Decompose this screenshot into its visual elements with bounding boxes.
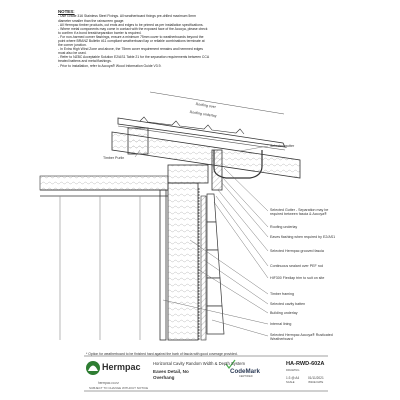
weatherboard: [207, 278, 222, 306]
label-roof-underlay: Roofing underlay: [189, 110, 217, 119]
label-timber-framing: Timber framing: [270, 292, 295, 296]
timber-framing: [168, 183, 198, 340]
label-selected-gutter: Selected gutter: [270, 144, 295, 148]
footnote: * Option for weatherboard to be finished hard against the barb of fascia with good coverage provided.: [86, 352, 238, 356]
codemark-certified: CERTIFIED: [239, 375, 253, 378]
label-eaves-flashing: Eaves flashing when required by E2/AS1: [270, 235, 336, 239]
codemark-text: CodeMark: [230, 368, 260, 375]
weatherboard: [207, 222, 218, 250]
note-line: treated battens and metal flashings.: [58, 59, 112, 64]
label-sealant: Continuous sealant over PEF rod: [270, 264, 323, 268]
grooved-fascia: [212, 150, 222, 190]
note-line: - Refer to NZBC Acceptable Solution E2/AS1 Table 21 for the separation requirements between CCA: [58, 55, 210, 60]
label-weatherboard: Selected Hermpac Accoya® Rusticated Weatherboard: [270, 333, 333, 342]
ceiling-joist: [40, 176, 168, 190]
detail-title-line-1: Eaves Detail, No: [153, 369, 189, 374]
brand-name: Hermpac: [102, 362, 141, 372]
note-line: - Use Grade 316 Stainless Steel Fixings. All weatherboard fixings pre-drilled maximum 5mm: [58, 14, 196, 19]
label-flexilap-trim: HIF300 Flexilap trim to suit on site: [270, 276, 325, 280]
internal-lining: [160, 190, 166, 340]
dimension-line: [150, 92, 284, 114]
weatherboard: [207, 194, 216, 222]
website-link[interactable]: hermpac.co.nz: [98, 381, 119, 385]
drawing-code: HA-RWD-602A: [286, 361, 325, 367]
label-grooved-fascia: Selected Hermpac grooved fascia: [270, 249, 324, 253]
system-title: Horizontal Cavity Random Width & Depth System: [153, 361, 245, 366]
note-line: the corner junction.: [58, 43, 87, 48]
subject-to-change: SUBJECT TO CHANGE WITHOUT NOTICE: [89, 386, 149, 390]
note-line: must also be used.: [58, 51, 87, 56]
weatherboard: [207, 250, 220, 278]
issue-date: 01/11/2021: [308, 376, 324, 380]
note-line: - All Hermpac timber products, cut ends and edges to be primed as per installation specifications.: [58, 22, 204, 27]
label-roofing: Roofing over: [195, 102, 217, 110]
cavity-batten: [201, 196, 206, 340]
scale-value: 1:3 @ A4: [286, 376, 300, 380]
top-plate: [168, 165, 208, 183]
detail-title-line-2: Overhang: [153, 375, 175, 380]
hermpac-logo-icon: [86, 361, 100, 375]
note-line: - For non-harmed corner flashings, ensure a minimum 75mm cover to weatherboards beyond the: [58, 34, 204, 39]
note-line: - Where metal components may come in contact with the exposed face of the Accoya, please check: [58, 26, 208, 31]
label-timber-purlin: Timber Purlin: [103, 156, 125, 160]
label-cavity-batten: Selected cavity batten: [270, 302, 306, 306]
issue-date-label: ISSUE DATE: [308, 381, 324, 384]
note-line: - In Extra High Wind Zone and above, the 75mm cover requirement remains and hemmed edges: [58, 47, 203, 52]
label-roofing-underlay: Roofing underlay: [270, 225, 298, 229]
drawing-label: DRAWING: [286, 368, 300, 372]
notes-heading: NOTES:: [58, 9, 75, 14]
label-separation: Selected Gutter - Separation may be required between fascia & Accoya®: [270, 208, 329, 217]
note-line: - Prior to installation, refer to Accoya® Wood Information Guide V3.9.: [58, 63, 162, 68]
note-line: to confirm if a bond break/separation barrier is required.: [58, 30, 142, 35]
label-internal-lining: Internal lining: [270, 322, 292, 326]
weatherboard: [207, 306, 224, 334]
note-line: point where BRANZ Bulletin #11 compliant weatherboard lap or reliable combinations terminate at: [58, 38, 205, 43]
label-building-underlay: Building underlay: [270, 311, 298, 315]
scale-label: SCALE: [286, 381, 295, 384]
note-line: diameter smaller than the rainscreen gauge.: [58, 18, 125, 23]
